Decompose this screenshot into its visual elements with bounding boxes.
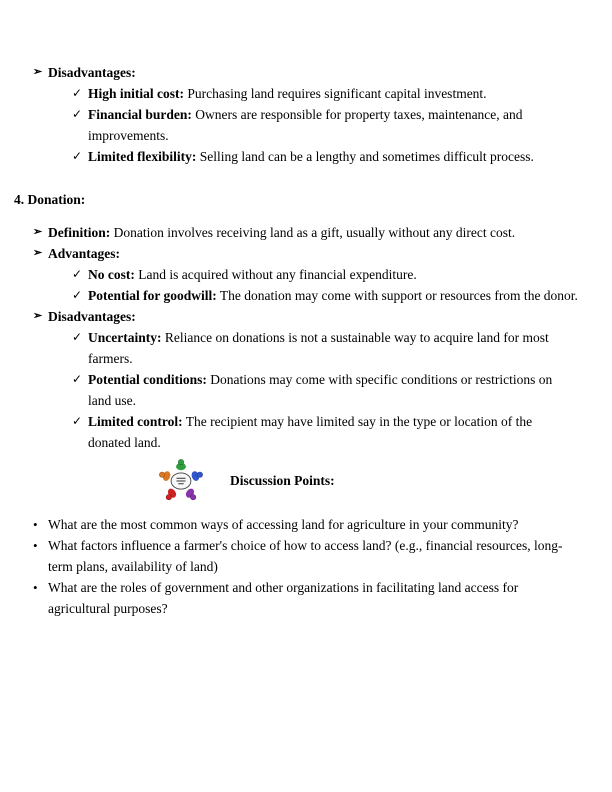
heading-advantages: Advantages: <box>48 246 121 261</box>
question-text: What are the roles of government and other organizations in facilitating land access for agricultural purposes? <box>48 580 519 616</box>
check-bullet-icon: ✓ <box>72 414 83 428</box>
question-text: What are the most common ways of accessing land for agriculture in your community? <box>48 517 519 532</box>
check-bullet-icon: ✓ <box>72 372 83 386</box>
check-bullet-icon: ✓ <box>72 330 83 344</box>
question-item <box>14 577 578 619</box>
list-item <box>14 83 578 104</box>
list-item-heading <box>14 306 578 327</box>
list-item-text: High initial cost: Purchasing land requires significant capital investment. <box>88 86 487 101</box>
arrow-bullet-icon: ➢ <box>33 66 43 78</box>
dot-bullet-icon: • <box>33 517 38 532</box>
list-item-text: Financial burden: Owners are responsible for property taxes, maintenance, and improvements. <box>88 107 523 143</box>
list-item <box>14 264 578 285</box>
list-item <box>14 285 578 306</box>
arrow-bullet-icon: ➢ <box>33 310 43 322</box>
list-item-text: Potential conditions: Donations may come with specific conditions or restrictions on land use. <box>88 372 553 408</box>
dot-bullet-icon: • <box>33 580 38 595</box>
definition-text: Definition: Donation involves receiving land as a gift, usually without any direct cost. <box>48 225 516 240</box>
question-item <box>14 535 578 577</box>
list-item-text: Limited flexibility: Selling land can be a lengthy and sometimes difficult process. <box>88 149 534 164</box>
dot-bullet-icon: • <box>33 538 38 553</box>
list-item <box>14 369 578 411</box>
list-item-text: Uncertainty: Reliance on donations is not a sustainable way to acquire land for most farmers. <box>88 330 549 366</box>
check-bullet-icon: ✓ <box>72 107 83 121</box>
arrow-bullet-icon: ➢ <box>33 247 43 259</box>
discussion-questions <box>14 514 578 619</box>
list-item-heading <box>14 62 578 83</box>
heading-disadvantages-donation: Disadvantages: <box>48 309 136 324</box>
question-text: What factors influence a farmer's choice of how to access land? (e.g., financial resources, long-term plans, availability of land) <box>48 538 563 574</box>
list-item-heading <box>14 243 578 264</box>
list-item-text: No cost: Land is acquired without any financial expenditure. <box>88 267 417 282</box>
discussion-header <box>154 458 578 504</box>
heading-disadvantages: Disadvantages: <box>48 65 136 80</box>
check-bullet-icon: ✓ <box>72 267 83 281</box>
list-item <box>14 222 578 243</box>
question-item <box>14 514 578 535</box>
list-item <box>14 411 578 453</box>
list-item <box>14 327 578 369</box>
list-item <box>14 146 578 167</box>
list-item <box>14 104 578 146</box>
check-bullet-icon: ✓ <box>72 86 83 100</box>
section-heading-donation: 4. Donation: <box>14 192 86 207</box>
check-bullet-icon: ✓ <box>72 149 83 163</box>
discussion-points-heading: Discussion Points: <box>230 473 335 488</box>
people-discussion-icon <box>154 458 208 504</box>
check-bullet-icon: ✓ <box>72 288 83 302</box>
arrow-bullet-icon: ➢ <box>33 226 43 238</box>
list-item-text: Limited control: The recipient may have limited say in the type or location of the donated land. <box>88 414 533 450</box>
list-item-text: Potential for goodwill: The donation may come with support or resources from the donor. <box>88 288 578 303</box>
